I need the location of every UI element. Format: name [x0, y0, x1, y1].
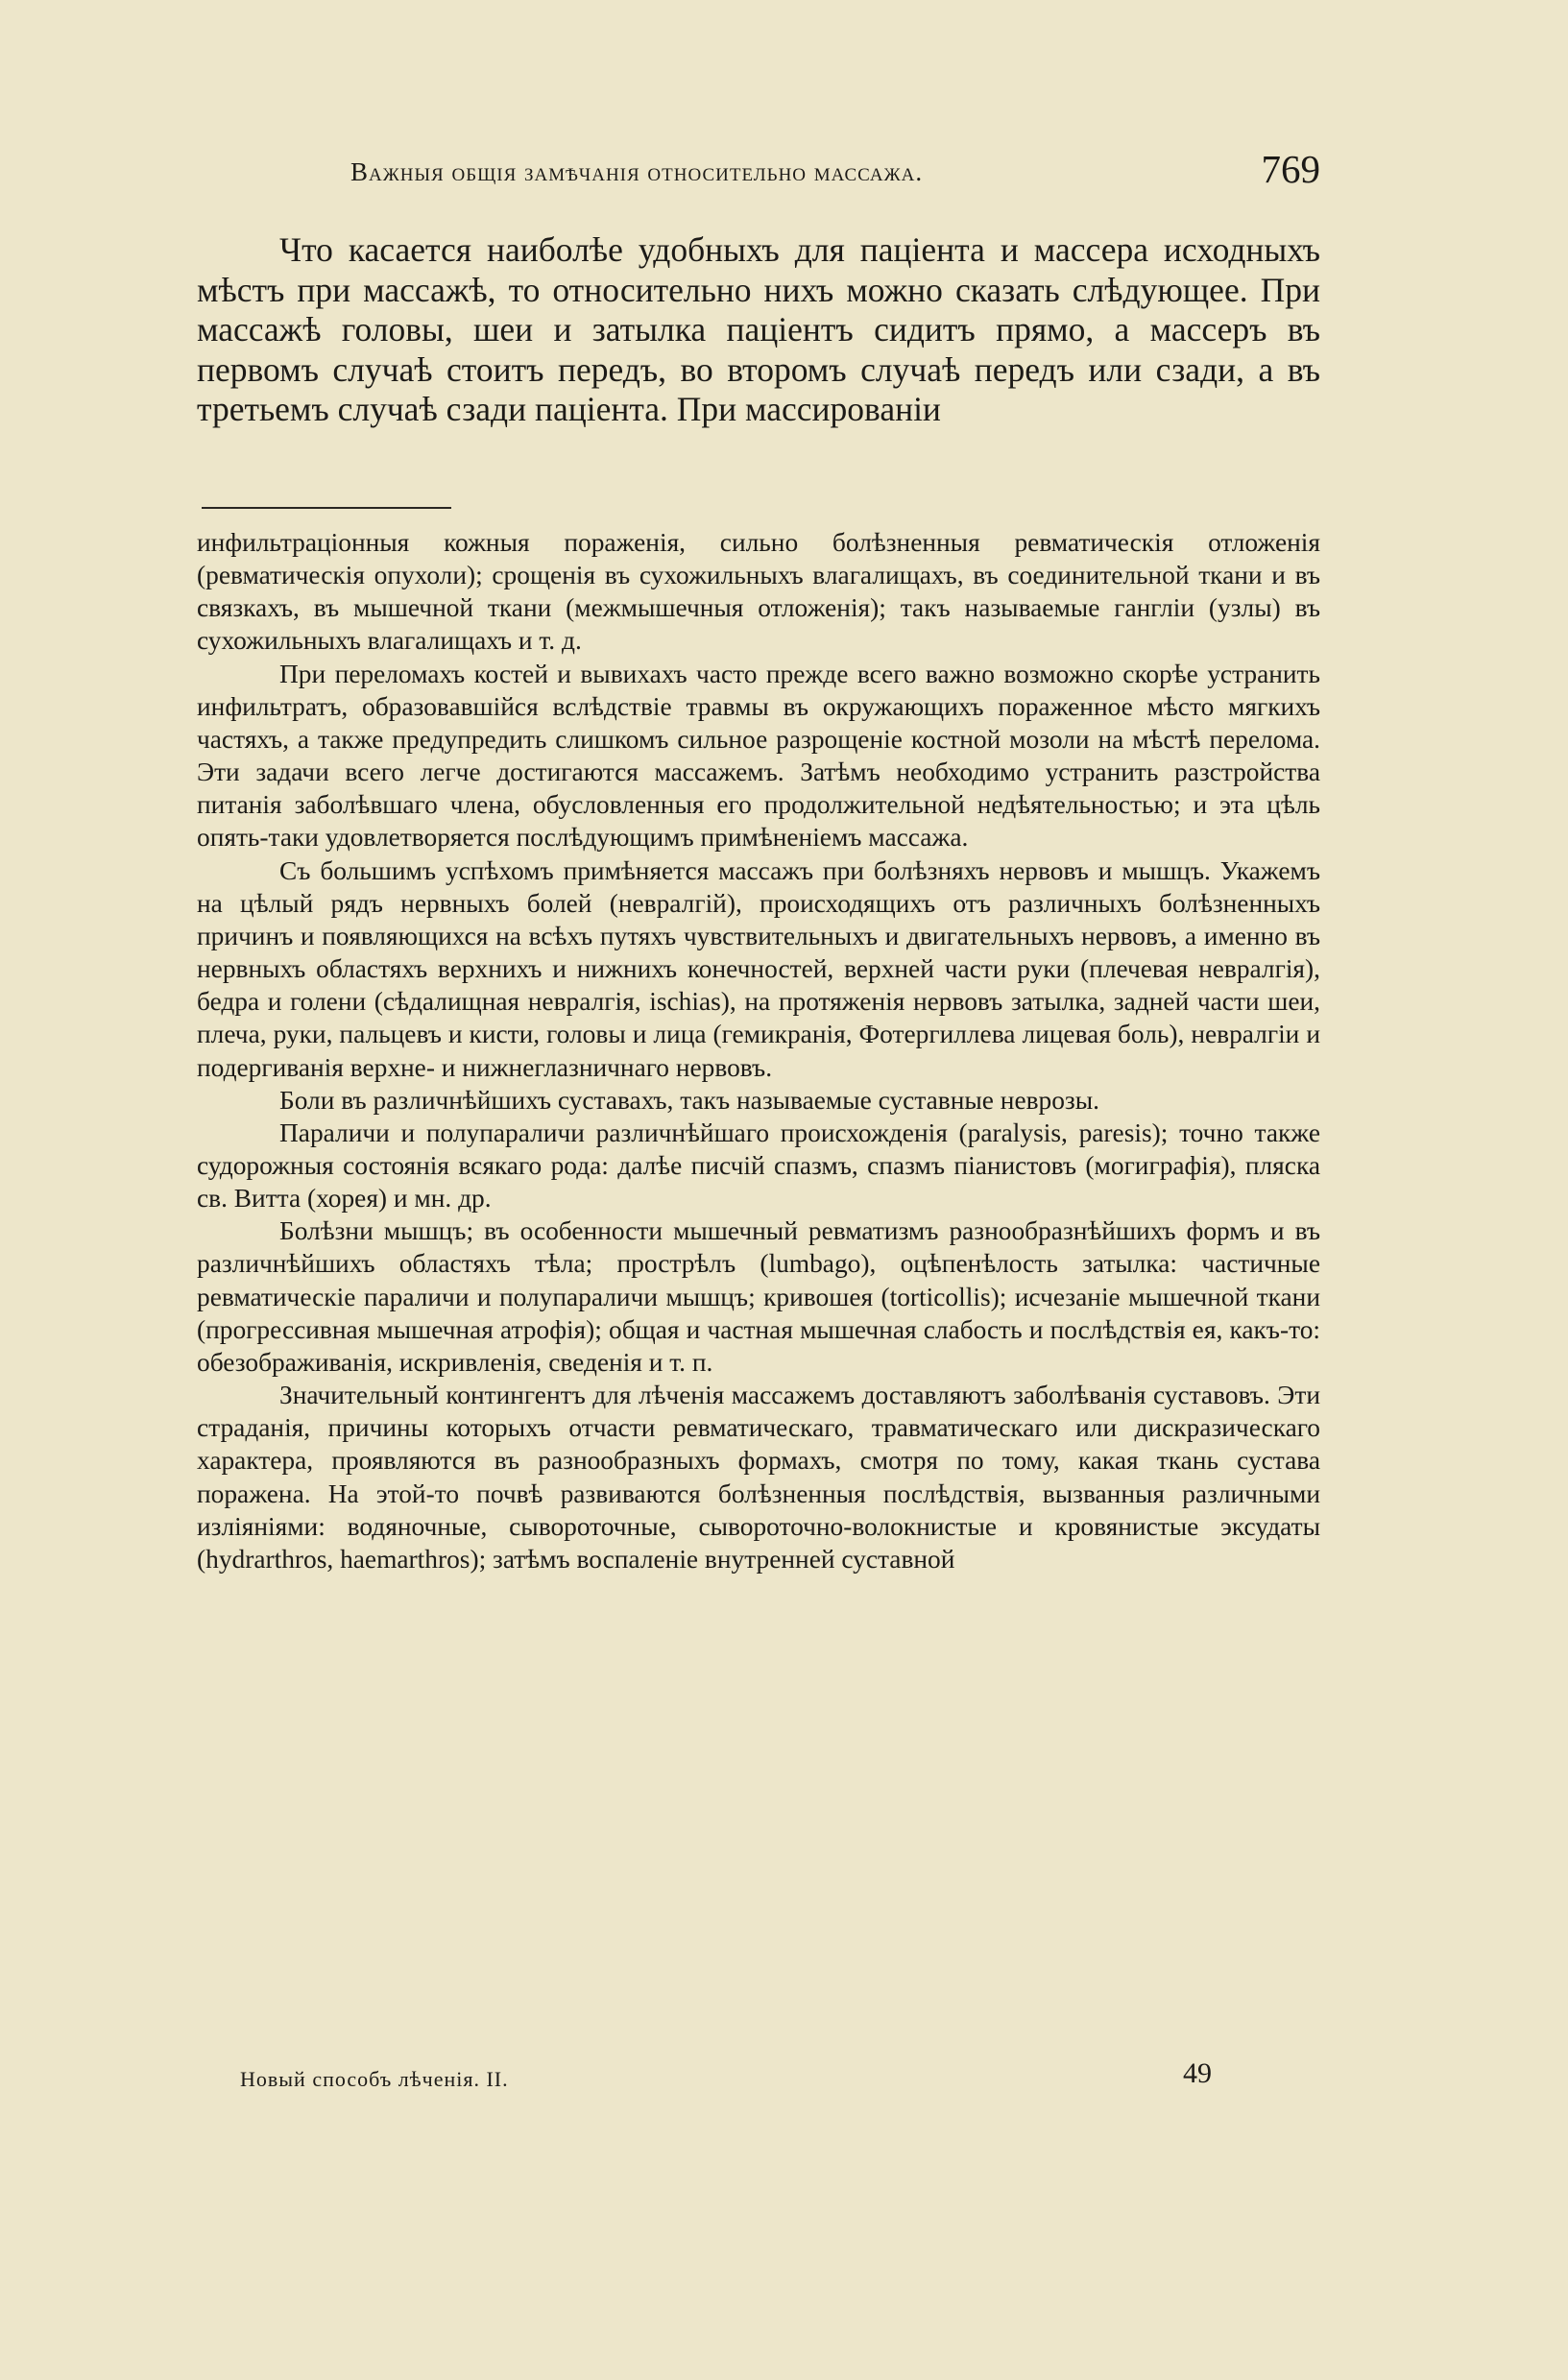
- footnote-paragraph: Съ большимъ успѣхомъ примѣняется массажъ при болѣзняхъ нервовъ и мышцъ. Укажемъ на цѣлый рядъ нервныхъ болей (невралгій), происходящихъ отъ различныхъ болѣзненныхъ причинъ и появляющихся на всѣхъ путяхъ чувствительныхъ и двигательныхъ нервовъ, а именно въ нервныхъ областяхъ верхнихъ и нижнихъ конечностей, верхней части руки (плечевая невралгія), бедра и голени (сѣдалищная невралгія, ischias), на протяженія нервовъ затылка, задней части шеи, плеча, руки, пальцевъ и кисти, головы и лица (гемикранія, Фотергиллева лицевая боль), невралгіи и подергиванія верхне- и нижнеглазничнаго нервовъ.: [197, 855, 1320, 1082]
- footer-book-title: Новый способъ лѣченія. II.: [240, 2067, 509, 2091]
- page-number: 769: [1261, 147, 1320, 191]
- footnote-paragraph: инфильтраціонныя кожныя пораженія, сильно болѣзненныя ревматическія отложенія (ревматическія опухоли); срощенія въ сухожильныхъ влагалищахъ, въ соединительной ткани и въ связкахъ, въ мышечной ткани (межмышечныя отложенія); такъ называемые гангліи (узлы) въ сухожильныхъ влагалищахъ и т. д.: [197, 528, 1320, 656]
- signature-mark: 49: [1183, 2057, 1212, 2089]
- running-head: [197, 144, 1320, 202]
- running-title: Важныя общія замѣчанія относительно массажа.: [350, 157, 924, 186]
- main-text: [197, 230, 1320, 430]
- footnote-paragraph: При переломахъ костей и вывихахъ часто прежде всего важно возможно скорѣе устранить инфильтратъ, образовавшійся вслѣдствіе травмы въ окружающихъ пораженное мѣсто мягкихъ частяхъ, а также предупредить слишкомъ сильное разрощеніе костной мозоли на мѣстѣ перелома. Эти задачи всего легче достигаются массажемъ. Затѣмъ необходимо устранить разстройства питанія заболѣвшаго члена, обусловленныя его продолжительной недѣятельностью; и эта цѣль опять-таки удовлетворяется послѣдующимъ примѣненіемъ массажа.: [197, 659, 1320, 853]
- page-footer: [240, 2057, 1296, 2115]
- footnote-paragraph: Значительный контингентъ для лѣченія массажемъ доставляютъ заболѣванія суставовъ. Эти страданія, причины которыхъ отчасти ревматическаго, травматическаго или дискразическаго характера, проявляются въ разнообразныхъ формахъ, смотря по тому, какая ткань сустава поражена. На этой-то почвѣ развиваются болѣзненныя послѣдствія, вызванныя различными изліяніями: водяночные, сывороточные, сывороточно-волокнистые и кровянистые эксудаты (hydrarthros, haemarthros); затѣмъ воспаленіе внутренней суставной: [197, 1381, 1320, 1574]
- main-paragraph: Что касается наиболѣе удобныхъ для паціента и массера исходныхъ мѣстъ при массажѣ, то относительно нихъ можно сказать слѣдующее. При массажѣ головы, шеи и затылка паціентъ сидитъ прямо, а массеръ въ первомъ случаѣ стоитъ передъ, во второмъ случаѣ передъ или сзади, а въ третьемъ случаѣ сзади паціента. При массированіи: [197, 230, 1320, 428]
- footnote-block: [197, 526, 1320, 1575]
- footnote-paragraph: Параличи и полупараличи различнѣйшаго происхожденія (paralysis, paresis); точно также судорожныя состоянія всякаго рода: далѣе писчій спазмъ, спазмъ піанистовъ (могиграфія), пляска св. Витта (хорея) и мн. др.: [197, 1118, 1320, 1214]
- footnote-separator-rule: [202, 507, 451, 509]
- footnote-paragraph: Боли въ различнѣйшихъ суставахъ, такъ называемые суставные неврозы.: [279, 1085, 1099, 1115]
- footnote-paragraph: Болѣзни мышцъ; въ особенности мышечный ревматизмъ разнообразнѣйшихъ формъ и въ различнѣйшихъ областяхъ тѣла; прострѣлъ (lumbago), оцѣпенѣлость затылка: частичные ревматическіе параличи и полупараличи мышцъ; кривошея (torticollis); исчезаніе мышечной ткани (прогрессивная мышечная атрофія); общая и частная мышечная слабость и послѣдствія ея, какъ-то: обезображиванія, искривленія, сведенія и т. п.: [197, 1216, 1320, 1377]
